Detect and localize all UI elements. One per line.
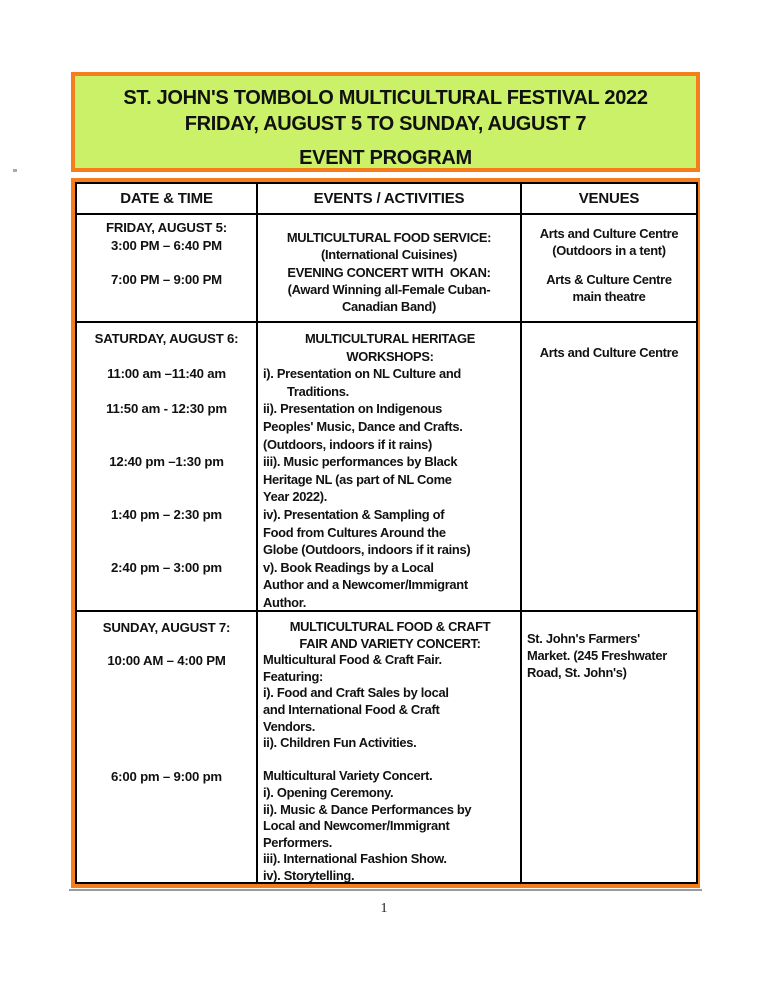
event-line: Traditions. bbox=[287, 383, 349, 399]
event-line: Vendors. bbox=[263, 718, 316, 734]
table-header-row bbox=[76, 183, 697, 214]
venue-line: main theatre bbox=[572, 289, 646, 304]
col-header-venues: VENUES bbox=[521, 183, 697, 214]
time-slot: 12:40 pm –1:30 pm bbox=[109, 454, 224, 469]
friday-row bbox=[76, 214, 697, 322]
saturday-row bbox=[76, 322, 697, 611]
friday-events-cell bbox=[257, 214, 521, 322]
festival-dates: FRIDAY, AUGUST 5 TO SUNDAY, AUGUST 7 bbox=[184, 113, 587, 135]
time-slot: 11:50 am - 12:30 pm bbox=[106, 401, 227, 416]
venue-line: St. John's Farmers' bbox=[527, 631, 640, 646]
event-line: and International Food & Craft bbox=[263, 701, 440, 717]
sunday-events-cell bbox=[257, 611, 521, 883]
event-line: Featuring: bbox=[263, 668, 324, 684]
sunday-date-cell bbox=[76, 611, 257, 883]
col-header-date-time: DATE & TIME bbox=[76, 183, 257, 214]
event-heading-line: FAIR AND VARIETY CONCERT: bbox=[299, 635, 481, 651]
event-line: Peoples' Music, Dance and Crafts. bbox=[263, 418, 463, 434]
venue-line: (Outdoors in a tent) bbox=[552, 243, 666, 258]
event-line: MULTICULTURAL FOOD SERVICE: bbox=[286, 230, 492, 245]
event-line: Author and a Newcomer/Immigrant bbox=[263, 577, 468, 593]
event-heading-line: WORKSHOPS: bbox=[346, 348, 434, 364]
col-header-events: EVENTS / ACTIVITIES bbox=[257, 183, 521, 214]
program-table-frame bbox=[71, 178, 700, 888]
saturday-date: SATURDAY, AUGUST 6: bbox=[94, 331, 239, 346]
sunday-venue-cell bbox=[521, 611, 697, 883]
event-line: Globe (Outdoors, indoors if it rains) bbox=[263, 542, 471, 558]
time-slot: 2:40 pm – 3:00 pm bbox=[111, 560, 222, 575]
venue-line: Arts and Culture Centre bbox=[539, 345, 679, 360]
event-line: iv). Storytelling. bbox=[263, 867, 355, 883]
event-line: EVENING CONCERT WITH OKAN: bbox=[287, 265, 491, 280]
friday-date: FRIDAY, AUGUST 5: bbox=[106, 220, 227, 235]
event-line: Local and Newcomer/Immigrant bbox=[263, 818, 450, 834]
saturday-venue-cell bbox=[521, 322, 697, 611]
event-line: Heritage NL (as part of NL Come bbox=[263, 471, 452, 487]
event-line: v). Book Readings by a Local bbox=[263, 559, 434, 575]
event-line: Canadian Band) bbox=[342, 299, 436, 314]
table-bottom-shadow bbox=[69, 889, 702, 891]
event-line: iii). Music performances by Black bbox=[263, 454, 458, 470]
event-line: ii). Music & Dance Performances by bbox=[263, 801, 472, 817]
time-slot: 11:00 am –11:40 am bbox=[107, 366, 226, 381]
event-line: (International Cuisines) bbox=[320, 247, 458, 262]
event-line: i). Food and Craft Sales by local bbox=[263, 685, 449, 701]
event-line: Year 2022). bbox=[263, 489, 328, 505]
friday-venue-cell bbox=[521, 214, 697, 322]
event-line: Author. bbox=[263, 594, 307, 610]
event-line: Multicultural Variety Concert. bbox=[263, 768, 433, 784]
event-line: (Award Winning all-Female Cuban- bbox=[287, 282, 491, 297]
event-heading-line: MULTICULTURAL HERITAGE bbox=[304, 331, 476, 346]
saturday-events-cell bbox=[257, 322, 521, 611]
friday-time-1: 3:00 PM – 6:40 PM bbox=[111, 237, 222, 253]
margin-artifact-dot bbox=[13, 169, 17, 172]
festival-title: ST. JOHN'S TOMBOLO MULTICULTURAL FESTIVAL 2022 bbox=[123, 87, 648, 109]
event-line: ii). Children Fun Activities. bbox=[263, 735, 417, 751]
event-line: Performers. bbox=[263, 834, 333, 850]
event-line: Multicultural Food & Craft Fair. bbox=[263, 652, 442, 668]
event-line: (Outdoors, indoors if it rains) bbox=[263, 436, 433, 452]
event-line: i). Opening Ceremony. bbox=[263, 784, 394, 800]
friday-time-2: 7:00 PM – 9:00 PM bbox=[111, 272, 222, 287]
venue-line: Arts and Culture Centre bbox=[539, 226, 679, 241]
program-banner bbox=[71, 72, 700, 172]
sunday-time-1: 10:00 AM – 4:00 PM bbox=[107, 653, 226, 668]
time-slot: 1:40 pm – 2:30 pm bbox=[111, 507, 222, 522]
venue-line: Arts & Culture Centre bbox=[546, 272, 672, 287]
event-line: iii). International Fashion Show. bbox=[263, 851, 447, 867]
page-number: 1 bbox=[380, 901, 388, 916]
program-subtitle: EVENT PROGRAM bbox=[299, 147, 472, 169]
friday-date-cell bbox=[76, 214, 257, 322]
saturday-date-cell bbox=[76, 322, 257, 611]
event-line: Food from Cultures Around the bbox=[263, 524, 446, 540]
event-line: iv). Presentation & Sampling of bbox=[263, 506, 445, 522]
sunday-time-2: 6:00 pm – 9:00 pm bbox=[111, 769, 222, 784]
sunday-date: SUNDAY, AUGUST 7: bbox=[102, 620, 231, 635]
venue-line: Market. (245 Freshwater bbox=[527, 648, 667, 663]
event-line: ii). Presentation on Indigenous bbox=[263, 401, 443, 417]
program-table bbox=[75, 182, 698, 884]
event-heading-line: MULTICULTURAL FOOD & CRAFT bbox=[289, 619, 491, 634]
sunday-row bbox=[76, 611, 697, 883]
venue-line: Road, St. John's) bbox=[527, 665, 627, 680]
event-blank-line bbox=[263, 752, 517, 769]
event-line: i). Presentation on NL Culture and bbox=[263, 366, 461, 382]
